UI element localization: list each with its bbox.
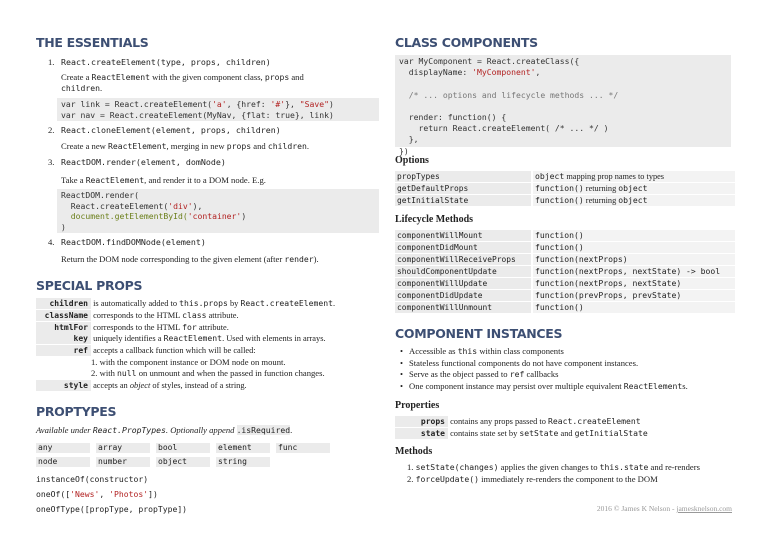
find-dom-node-signature: ReactDOM.findDOMNode(element) <box>61 237 206 247</box>
special-prop-text: corresponds to the HTML <box>91 323 183 332</box>
option-key: getInitialState <box>395 195 531 206</box>
option-value-part: object <box>535 171 565 181</box>
create-element-code: var link = React.createElement('a', {href: '#'}, "Save") var nav = React.createElement(MyNav, {flat: true}, link) <box>57 98 379 121</box>
render-signature: ReactDOM.render(element, domNode) <box>61 157 226 167</box>
special-prop-text: is automatically added to <box>91 299 180 308</box>
footer-link[interactable]: jamesknelson.com <box>676 504 732 513</box>
clone-element-description: Create a new ReactElement, merging in new props and children. <box>61 141 309 151</box>
special-prop-key: children <box>36 298 91 309</box>
option-value-part: returning <box>583 184 619 193</box>
special-prop-row <box>36 345 256 356</box>
create-element-description-cont: children. <box>61 83 103 93</box>
create-class-code: var MyComponent = React.createClass({ displayName: 'MyComponent', /* ... options and lifecycle methods ... */ render: function() { return React.createElement( /* ... */ ) }, }) <box>395 55 731 147</box>
create-element-description: Create a ReactElement with the given component class, props and <box>61 72 304 82</box>
essentials-heading: THE ESSENTIALS <box>36 35 149 50</box>
list-number: 4. <box>48 237 55 247</box>
component-instances-heading: COMPONENT INSTANCES <box>395 326 563 341</box>
find-dom-node-description: Return the DOM node corresponding to the given element (after render). <box>61 254 319 264</box>
special-prop-text: React.createElement <box>240 298 334 308</box>
lifecycle-method-signature: function() <box>533 302 735 313</box>
proptype-cell: array <box>96 443 150 453</box>
lifecycle-method-signature: function(nextProps, nextState) -> bool <box>533 266 735 277</box>
special-prop-text: this.props <box>179 298 228 308</box>
special-prop-key: className <box>36 310 91 321</box>
proptype-cell: string <box>216 457 270 467</box>
special-prop-text: accepts a callback function which will be called: <box>91 346 256 355</box>
special-prop-row <box>36 333 326 344</box>
lifecycle-method-name: shouldComponentUpdate <box>395 266 531 277</box>
options-heading: Options <box>395 155 429 166</box>
proptypes-heading: PROPTYPES <box>36 404 117 419</box>
special-props-heading: SPECIAL PROPS <box>36 278 143 293</box>
lifecycle-method-signature: function() <box>533 242 735 253</box>
special-prop-text: by <box>227 299 241 308</box>
render-code: ReactDOM.render( React.createElement('div'), document.getElementById('container') ) <box>57 189 379 233</box>
proptype-instanceof: instanceOf(constructor) <box>36 474 149 484</box>
create-element-signature: React.createElement(type, props, children) <box>61 57 271 67</box>
proptype-cell: any <box>36 443 90 453</box>
lifecycle-method-signature: function(nextProps, nextState) <box>533 278 735 289</box>
list-number: 1. <box>48 57 55 67</box>
proptype-oneof: oneOf(['News', 'Photos']) <box>36 489 158 499</box>
class-components-heading: CLASS COMPONENTS <box>395 35 538 50</box>
option-value-part: object <box>618 183 648 193</box>
proptype-cell: object <box>156 457 210 467</box>
special-prop-text: uniquely identifies a <box>91 334 164 343</box>
lifecycle-method-signature: function(nextProps) <box>533 254 735 265</box>
special-prop-text: attribute. <box>206 311 239 320</box>
props-property-row: props contains any props passed to React.createElement <box>395 416 641 427</box>
set-state-method: 1. setState(changes) applies the given changes to this.state and re-renders <box>407 462 700 472</box>
special-prop-key: ref <box>36 345 91 356</box>
special-prop-text: corresponds to the HTML <box>91 311 183 320</box>
lifecycle-method-name: componentWillMount <box>395 230 531 241</box>
special-prop-text: attribute. <box>196 323 229 332</box>
special-prop-text: . Used with elements in arrays. <box>222 334 326 343</box>
special-prop-row <box>36 298 335 309</box>
ref-item-1: 1. with the component instance or DOM node on mount. <box>91 357 286 367</box>
option-key: propTypes <box>395 171 531 182</box>
proptype-cell: bool <box>156 443 210 453</box>
force-update-method: 2. forceUpdate() immediately re-renders the component to the DOM <box>407 474 658 484</box>
clone-element-signature: React.cloneElement(element, props, children) <box>61 125 281 135</box>
proptype-cell: func <box>276 443 330 453</box>
list-number: 2. <box>48 125 55 135</box>
proptypes-note: Available under React.PropTypes. Optionally append .isRequired. <box>36 425 293 435</box>
option-value-part: object <box>618 195 648 205</box>
lifecycle-method-name: componentWillUpdate <box>395 278 531 289</box>
proptype-oneoftype: oneOfType([propType, propType]) <box>36 504 188 514</box>
special-prop-row <box>36 322 229 333</box>
proptype-cell: number <box>96 457 150 467</box>
properties-heading: Properties <box>395 400 440 411</box>
lifecycle-method-signature: function(prevProps, prevState) <box>533 290 735 301</box>
proptype-cell: node <box>36 457 90 467</box>
instance-bullet: • Stateless functional components do not have component instances. <box>409 358 638 369</box>
option-value-part: mapping prop names to types <box>564 172 665 181</box>
proptype-cell: element <box>216 443 270 453</box>
methods-heading: Methods <box>395 446 433 457</box>
lifecycle-method-name: componentDidMount <box>395 242 531 253</box>
style-prop-row: style accepts an object of styles, instead of a string. <box>36 380 247 391</box>
special-prop-key: key <box>36 333 91 344</box>
instance-bullet: • One component instance may persist over multiple equivalent ReactElements. <box>409 381 688 392</box>
special-prop-text: ReactElement <box>163 333 223 343</box>
option-value <box>533 171 735 182</box>
ref-item-2: 2. with null on unmount and when the passed in function changes. <box>91 368 325 378</box>
special-prop-text: class <box>182 310 207 320</box>
special-prop-text: . <box>333 299 336 308</box>
footer-credit: 2016 © James K Nelson - jamesknelson.com <box>596 504 732 513</box>
special-prop-row <box>36 310 239 321</box>
option-value-part: function() <box>535 183 584 193</box>
render-description: Take a ReactElement, and render it to a DOM node. E.g. <box>61 175 266 185</box>
special-prop-key: htmlFor <box>36 322 91 333</box>
option-value-part: returning <box>583 196 619 205</box>
option-key: getDefaultProps <box>395 183 531 194</box>
instance-bullet: • Accessible as this within class components <box>409 346 564 357</box>
special-prop-text: for <box>182 322 197 332</box>
list-number: 3. <box>48 157 55 167</box>
lifecycle-method-name: componentDidUpdate <box>395 290 531 301</box>
option-value <box>533 195 735 206</box>
option-value <box>533 183 735 194</box>
option-value-part: function() <box>535 195 584 205</box>
state-property-row: state contains state set by setState and getInitialState <box>395 428 648 439</box>
instance-bullet: • Serve as the object passed to ref callbacks <box>409 369 558 380</box>
lifecycle-method-signature: function() <box>533 230 735 241</box>
lifecycle-method-name: componentWillReceiveProps <box>395 254 531 265</box>
lifecycle-heading: Lifecycle Methods <box>395 214 474 225</box>
lifecycle-method-name: componentWillUnmount <box>395 302 531 313</box>
